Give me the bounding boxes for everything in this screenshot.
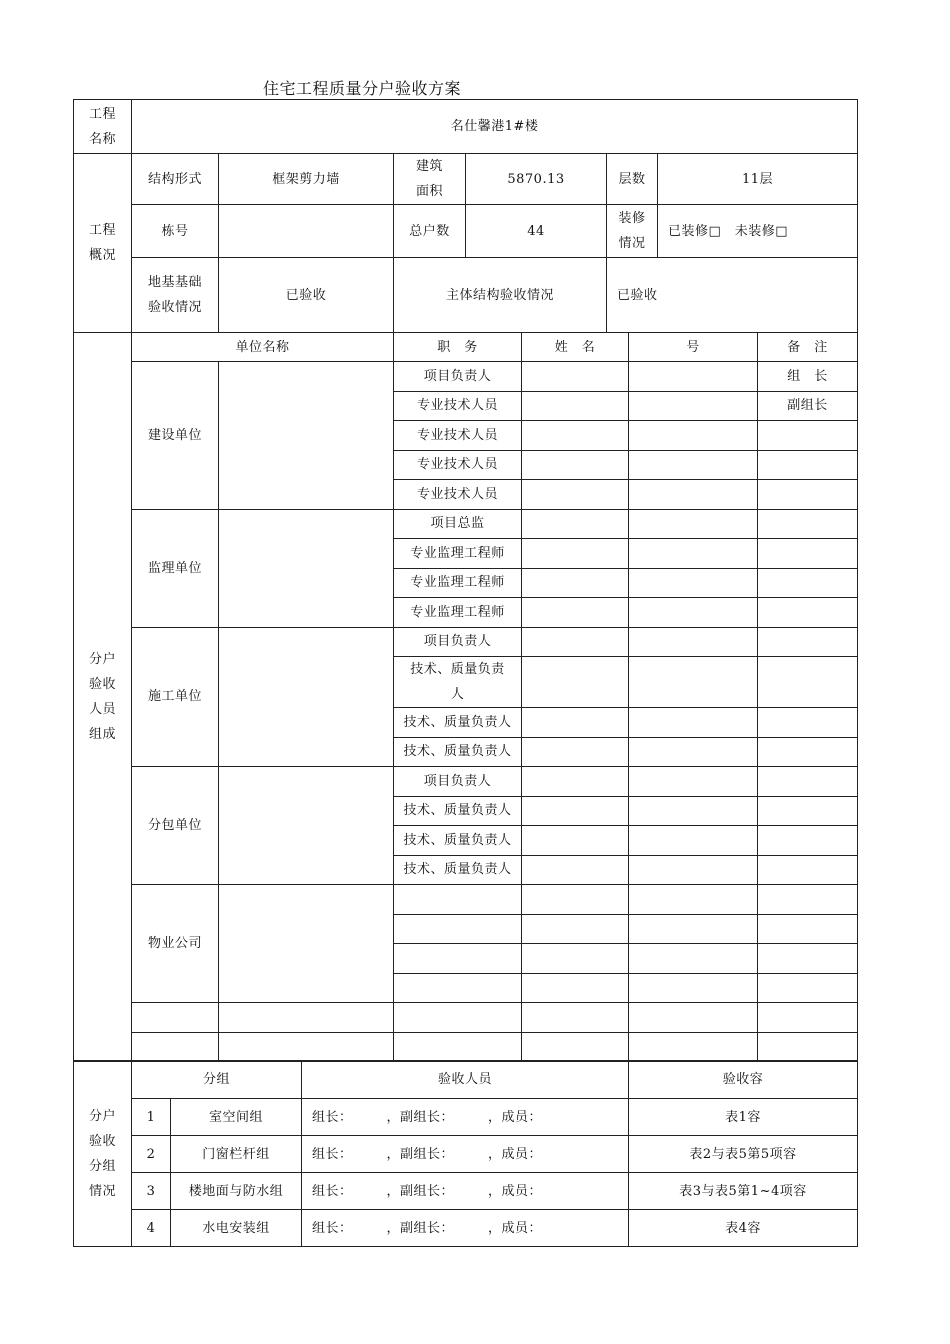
group-content: 表2与表5第5项容	[629, 1136, 858, 1173]
note-cell	[758, 657, 858, 708]
person-name-cell	[522, 708, 629, 738]
id-number-cell	[629, 826, 758, 856]
personnel-section-label: 分户 验收 人员 组成	[74, 333, 132, 1062]
area-label: 建筑 面积	[394, 154, 466, 205]
unit-name-value	[219, 627, 394, 767]
person-name-cell	[522, 855, 629, 885]
blank-cell	[522, 1032, 629, 1062]
structure-value: 框架剪力墙	[219, 154, 394, 205]
blank-cell	[132, 1032, 219, 1062]
decoration-label: 装修 情况	[607, 205, 658, 258]
note-header: 备 注	[758, 333, 858, 362]
person-name-cell	[522, 737, 629, 767]
group-section-label: 分户 验收 分组 情况	[74, 1061, 132, 1247]
role-header: 职 务	[394, 333, 522, 362]
content-header: 验收容	[629, 1061, 858, 1099]
id-number-cell	[629, 944, 758, 974]
blank-cell	[522, 1003, 629, 1033]
role-cell: 项目负责人	[394, 767, 522, 797]
unit-label: 物业公司	[132, 885, 219, 1003]
id-number-cell	[629, 914, 758, 944]
role-cell	[394, 944, 522, 974]
note-cell	[758, 973, 858, 1003]
person-name-cell	[522, 509, 629, 539]
personnel-table	[73, 332, 858, 1062]
role-cell: 技术、质量负责 人	[394, 657, 522, 708]
building-no-label: 栋号	[132, 205, 219, 258]
id-number-cell	[629, 767, 758, 797]
project-name-label: 工程 名称	[74, 100, 132, 154]
id-number-cell	[629, 796, 758, 826]
note-cell	[758, 855, 858, 885]
person-name-cell	[522, 480, 629, 510]
main-structure-acceptance-label: 主体结构验收情况	[394, 258, 607, 333]
id-number-cell	[629, 885, 758, 915]
note-cell	[758, 708, 858, 738]
role-cell: 技术、质量负责人	[394, 855, 522, 885]
blank-cell	[629, 1032, 758, 1062]
group-name: 水电安装组	[171, 1210, 302, 1247]
note-cell: 副组长	[758, 391, 858, 421]
id-number-cell	[629, 627, 758, 657]
group-number: 4	[132, 1210, 171, 1247]
blank-cell	[394, 1003, 522, 1033]
person-name-cell	[522, 885, 629, 915]
note-cell	[758, 509, 858, 539]
role-cell: 项目负责人	[394, 362, 522, 392]
blank-cell	[219, 1003, 394, 1033]
person-name-cell	[522, 826, 629, 856]
id-number-cell	[629, 598, 758, 628]
id-number-cell	[629, 855, 758, 885]
floors-value: 11层	[658, 154, 858, 205]
role-cell: 项目负责人	[394, 627, 522, 657]
note-cell	[758, 914, 858, 944]
role-cell	[394, 914, 522, 944]
group-number: 1	[132, 1099, 171, 1136]
note-cell	[758, 826, 858, 856]
id-number-cell	[629, 450, 758, 480]
group-members: 组长： ，副组长： ，成员：	[302, 1136, 629, 1173]
id-number-cell	[629, 973, 758, 1003]
blank-cell	[219, 1032, 394, 1062]
person-name-cell	[522, 767, 629, 797]
id-number-cell	[629, 421, 758, 451]
note-cell	[758, 627, 858, 657]
decoration-value: 已装修□ 未装修□	[658, 205, 858, 258]
members-header: 验收人员	[302, 1061, 629, 1099]
group-members: 组长： ，副组长： ，成员：	[302, 1210, 629, 1247]
project-overview-table	[73, 99, 858, 333]
note-cell	[758, 737, 858, 767]
person-name-cell	[522, 796, 629, 826]
role-cell	[394, 885, 522, 915]
blank-cell	[132, 1003, 219, 1033]
role-cell: 技术、质量负责人	[394, 708, 522, 738]
unit-name-value	[219, 362, 394, 510]
person-name-cell	[522, 362, 629, 392]
unit-label: 施工单位	[132, 627, 219, 767]
person-name-cell	[522, 568, 629, 598]
group-members: 组长： ，副组长： ，成员：	[302, 1099, 629, 1136]
person-name-cell	[522, 539, 629, 569]
document-title: 住宅工程质量分户验收方案	[263, 79, 462, 98]
person-name-cell	[522, 973, 629, 1003]
building-no-value	[219, 205, 394, 258]
group-content: 表4容	[629, 1210, 858, 1247]
blank-cell	[629, 1003, 758, 1033]
note-cell	[758, 598, 858, 628]
group-number: 3	[132, 1173, 171, 1210]
role-cell: 专业技术人员	[394, 480, 522, 510]
group-table	[73, 1060, 858, 1247]
note-cell	[758, 796, 858, 826]
id-number-cell	[629, 708, 758, 738]
person-name-cell	[522, 450, 629, 480]
unit-label: 分包单位	[132, 767, 219, 885]
id-number-cell	[629, 509, 758, 539]
households-value: 44	[466, 205, 607, 258]
person-name-cell	[522, 944, 629, 974]
note-cell	[758, 450, 858, 480]
person-name-header: 姓 名	[522, 333, 629, 362]
area-value: 5870.13	[466, 154, 607, 205]
id-number-cell	[629, 539, 758, 569]
unit-name-header: 单位名称	[132, 333, 394, 362]
foundation-acceptance-label: 地基基础 验收情况	[132, 258, 219, 333]
person-name-cell	[522, 914, 629, 944]
structure-label: 结构形式	[132, 154, 219, 205]
group-name: 楼地面与防水组	[171, 1173, 302, 1210]
note-cell	[758, 885, 858, 915]
note-cell	[758, 767, 858, 797]
role-cell: 项目总监	[394, 509, 522, 539]
id-number-header: 号	[629, 333, 758, 362]
note-cell	[758, 568, 858, 598]
blank-cell	[758, 1032, 858, 1062]
person-name-cell	[522, 421, 629, 451]
group-header: 分组	[132, 1061, 302, 1099]
id-number-cell	[629, 657, 758, 708]
households-label: 总户数	[394, 205, 466, 258]
person-name-cell	[522, 627, 629, 657]
person-name-cell	[522, 391, 629, 421]
id-number-cell	[629, 391, 758, 421]
note-cell	[758, 539, 858, 569]
role-cell: 技术、质量负责人	[394, 737, 522, 767]
project-overview-label: 工程 概况	[74, 154, 132, 333]
role-cell: 专业技术人员	[394, 391, 522, 421]
group-number: 2	[132, 1136, 171, 1173]
unit-label: 监理单位	[132, 509, 219, 627]
role-cell: 技术、质量负责人	[394, 826, 522, 856]
main-structure-acceptance-value: 已验收	[607, 258, 858, 333]
group-members: 组长： ，副组长： ，成员：	[302, 1173, 629, 1210]
note-cell	[758, 480, 858, 510]
unit-label: 建设单位	[132, 362, 219, 510]
role-cell: 专业技术人员	[394, 421, 522, 451]
person-name-cell	[522, 657, 629, 708]
note-cell: 组 长	[758, 362, 858, 392]
role-cell: 技术、质量负责人	[394, 796, 522, 826]
group-name: 门窗栏杆组	[171, 1136, 302, 1173]
id-number-cell	[629, 362, 758, 392]
floors-label: 层数	[607, 154, 658, 205]
group-name: 室空间组	[171, 1099, 302, 1136]
id-number-cell	[629, 737, 758, 767]
blank-cell	[758, 1003, 858, 1033]
unit-name-value	[219, 885, 394, 1003]
role-cell: 专业技术人员	[394, 450, 522, 480]
id-number-cell	[629, 568, 758, 598]
blank-cell	[394, 1032, 522, 1062]
id-number-cell	[629, 480, 758, 510]
role-cell: 专业监理工程师	[394, 568, 522, 598]
unit-name-value	[219, 509, 394, 627]
role-cell: 专业监理工程师	[394, 539, 522, 569]
note-cell	[758, 421, 858, 451]
foundation-acceptance-value: 已验收	[219, 258, 394, 333]
person-name-cell	[522, 598, 629, 628]
project-name-value: 名仕馨港1#楼	[132, 100, 858, 154]
group-content: 表3与表5第1~4项容	[629, 1173, 858, 1210]
note-cell	[758, 944, 858, 974]
role-cell	[394, 973, 522, 1003]
role-cell: 专业监理工程师	[394, 598, 522, 628]
unit-name-value	[219, 767, 394, 885]
group-content: 表1容	[629, 1099, 858, 1136]
